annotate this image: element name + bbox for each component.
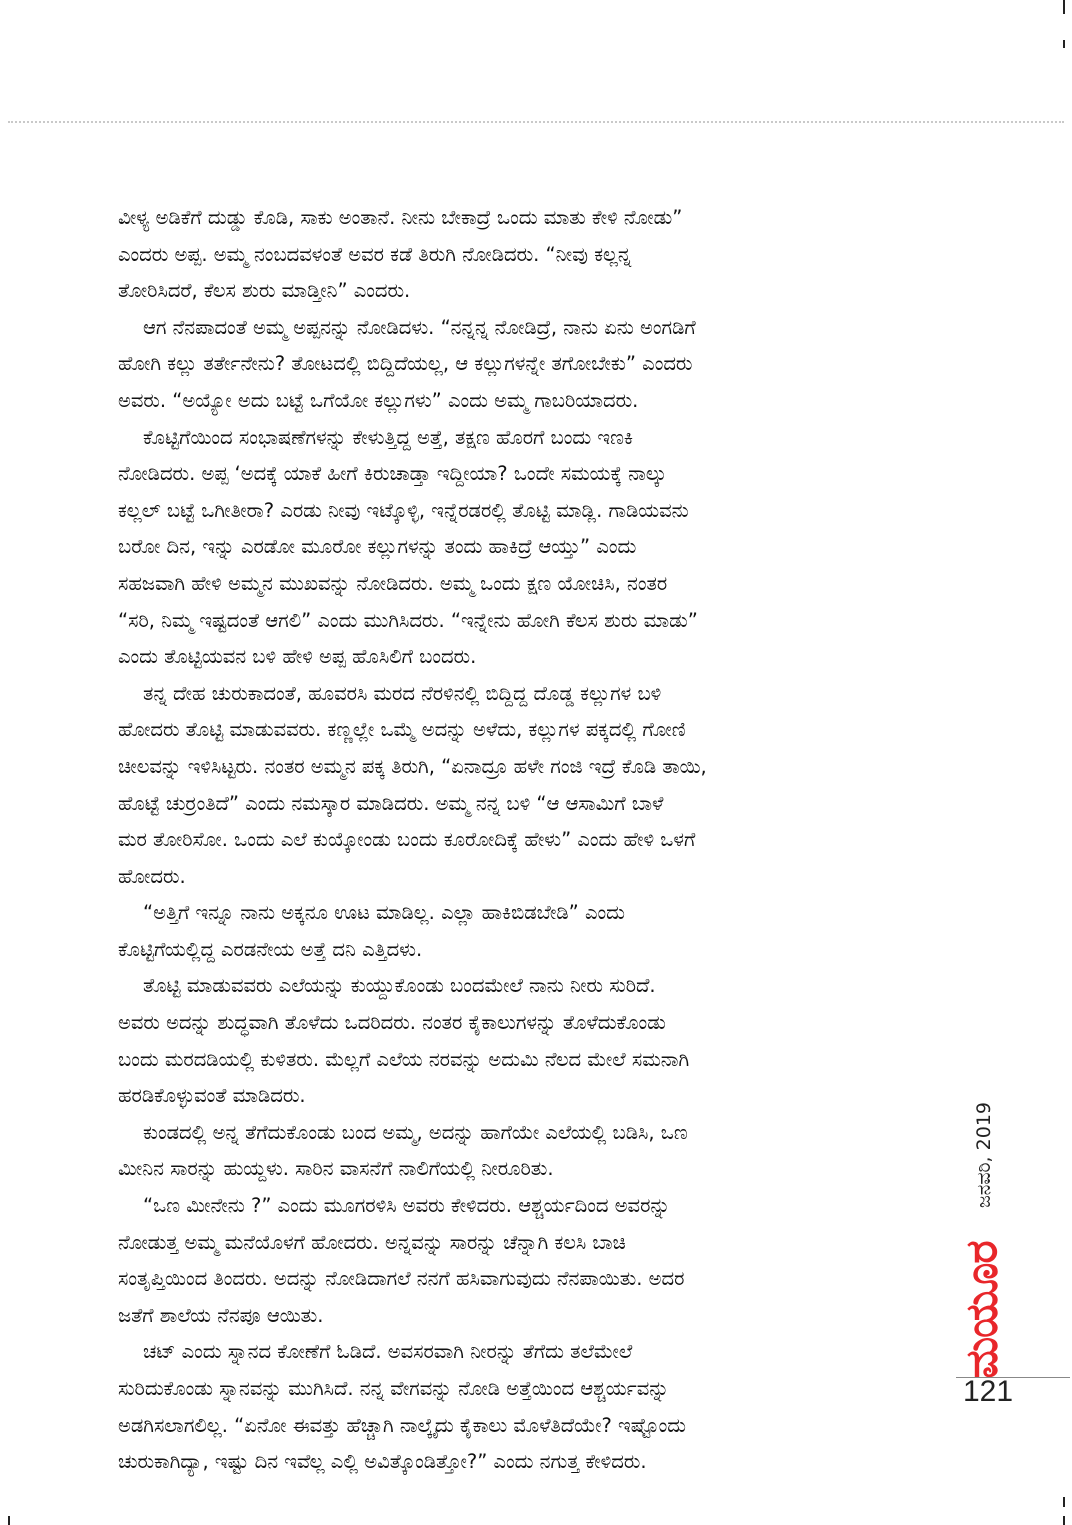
article-line: ಹೋಗಿ ಕಲ್ಲು ತರ್ತೇನೇನು? ತೋಟದಲ್ಲಿ ಬಿದ್ದಿದೆಯಲ್ಲ, ಆ ಕಲ್ಲುಗಳನ್ನೇ ತಗೋಬೇಕು” ಎಂದರು [118, 352, 693, 376]
article-line: ಅಡಗಿಸಲಾಗಲಿಲ್ಲ. “ಏನೋ ಈವತ್ತು ಹೆಚ್ಚಾಗಿ ನಾಲ್ಕೈದು ಕೈಕಾಲು ಮೊಳೆತಿದೆಯೇ? ಇಷ್ಟೊಂದು [118, 1413, 687, 1437]
article-line: ಮೀನಿನ ಸಾರನ್ನು ಹುಯ್ದಳು. ಸಾರಿನ ವಾಸನೆಗೆ ನಾಲಿಗೆಯಲ್ಲಿ ನೀರೂರಿತು. [118, 1157, 554, 1181]
crop-mark [1063, 40, 1065, 48]
article-line: ಜತೆಗೆ ಶಾಲೆಯ ನೆನಪೂ ಆಯಿತು. [118, 1303, 324, 1327]
article-line: ಹೋದರು. [118, 864, 186, 888]
article-line: ತನ್ನ ದೇಹ ಚುರುಕಾದಂತೆ, ಹೂವರಸಿ ಮರದ ನೆರಳಿನಲ್ಲಿ ಬಿದ್ದಿದ್ದ ದೊಡ್ಡ ಕಲ್ಲುಗಳ ಬಳಿ [143, 681, 662, 705]
article-line: ನೋಡುತ್ತ ಅಮ್ಮ ಮನೆಯೊಳಗೆ ಹೋದರು. ಅನ್ನವನ್ನು ಸಾರನ್ನು ಚೆನ್ನಾಗಿ ಕಲಸಿ ಬಾಚಿ [118, 1230, 626, 1254]
article-line: ತೋರಿಸಿದರೆ, ಕೆಲಸ ಶುರು ಮಾಡ್ತೀನಿ” ಎಂದರು. [118, 279, 411, 303]
article-line: ಕಲ್ಲಲ್ ಬಟ್ಟೆ ಒಗೀತೀರಾ? ಎರಡು ನೀವು ಇಟ್ಕೊಳ್ಳಿ, ಇನ್ನೆರಡರಲ್ಲಿ ತೊಟ್ಟಿ ಮಾಡ್ಲಿ. ಗಾಡಿಯವನು [118, 498, 689, 522]
article-line: ವೀಳ್ಯ ಅಡಿಕೆಗೆ ದುಡ್ಡು ಕೊಡಿ, ಸಾಕು ಅಂತಾನೆ. ನೀನು ಬೇಕಾದ್ರೆ ಒಂದು ಮಾತು ಕೇಳಿ ನೋಡು” [118, 206, 683, 229]
article-body [118, 200, 928, 1481]
article-line: ಕೊಟ್ಟಿಗೆಯಲ್ಲಿದ್ದ ಎರಡನೇಯ ಅತ್ತೆ ದನಿ ಎತ್ತಿದಳು. [118, 937, 423, 961]
article-line: ಹೊಟ್ಟೆ ಚುರ್ರಂತಿದೆ” ಎಂದು ನಮಸ್ಕಾರ ಮಾಡಿದರು. ಅಮ್ಮ ನನ್ನ ಬಳಿ “ಆ ಆಸಾಮಿಗೆ ಬಾಳೆ [118, 791, 664, 815]
article-line: ನೋಡಿದರು. ಅಪ್ಪ ‘ಅದಕ್ಕೆ ಯಾಕೆ ಹೀಗೆ ಕಿರುಚಾಡ್ತಾ ಇದ್ದೀಯಾ? ಒಂದೇ ಸಮಯಕ್ಕೆ ನಾಲ್ಕು [118, 462, 667, 486]
article-line: ಬರೋ ದಿನ, ಇನ್ನು ಎರಡೋ ಮೂರೋ ಕಲ್ಲುಗಳನ್ನು ತಂದು ಹಾಕಿದ್ರೆ ಆಯ್ತು” ಎಂದು [118, 535, 637, 559]
article-line: ಬಂದು ಮರದಡಿಯಲ್ಲಿ ಕುಳಿತರು. ಮೆಲ್ಲಗೆ ಎಲೆಯ ನರವನ್ನು ಅದುಮಿ ನೆಲದ ಮೇಲೆ ಸಮನಾಗಿ [118, 1047, 690, 1071]
article-line: ಸಂತೃಪ್ತಿಯಿಂದ ತಿಂದರು. ಅದನ್ನು ನೋಡಿದಾಗಲೆ ನನಗೆ ಹಸಿವಾಗುವುದು ನೆನಪಾಯಿತು. ಅದರ [118, 1267, 685, 1291]
article-line: ಚೀಲವನ್ನು ಇಳಿಸಿಟ್ಟರು. ನಂತರ ಅಮ್ಮನ ಪಕ್ಕ ತಿರುಗಿ, “ಏನಾದ್ರೂ ಹಳೇ ಗಂಜಿ ಇದ್ರೆ ಕೊಡಿ ತಾಯಿ, [118, 754, 707, 778]
article-line: ಸುರಿದುಕೊಂಡು ಸ್ನಾನವನ್ನು ಮುಗಿಸಿದೆ. ನನ್ನ ವೇಗವನ್ನು ನೋಡಿ ಅತ್ತೆಯಿಂದ ಆಶ್ಚರ್ಯವನ್ನು [118, 1377, 669, 1400]
article-line: ಹರಡಿಕೊಳ್ಳುವಂತೆ ಮಾಡಿದರು. [118, 1084, 306, 1108]
crop-mark [1063, 0, 1065, 14]
article-line: “ಸರಿ, ನಿಮ್ಮ ಇಷ್ಟದಂತೆ ಆಗಲಿ” ಎಂದು ಮುಗಿಸಿದರು. “ಇನ್ನೇನು ಹೋಗಿ ಕೆಲಸ ಶುರು ಮಾಡು” [118, 608, 698, 632]
article-line: ಹೋದರು ತೊಟ್ಟಿ ಮಾಡುವವರು. ಕಣ್ಣಲ್ಲೇ ಒಮ್ಮೆ ಅದನ್ನು ಅಳೆದು, ಕಲ್ಲುಗಳ ಪಕ್ಕದಲ್ಲಿ ಗೋಣಿ [118, 718, 686, 742]
article-line: ಚಟ್ ಎಂದು ಸ್ನಾನದ ಕೋಣೆಗೆ ಓಡಿದೆ. ಅವಸರವಾಗಿ ನೀರನ್ನು ತೆಗೆದು ತಲೆಮೇಲೆ [143, 1340, 633, 1364]
article-line: ಎಂದು ತೊಟ್ಟಿಯವನ ಬಳಿ ಹೇಳಿ ಅಪ್ಪ ಹೊಸಿಲಿಗೆ ಬಂದರು. [118, 645, 477, 669]
issue-date [964, 1070, 1004, 1240]
crop-mark [1063, 1497, 1065, 1507]
article-line: “ಅತ್ತಿಗೆ ಇನ್ನೂ ನಾನು ಅಕ್ಕನೂ ಊಟ ಮಾಡಿಲ್ಲ. ಎಲ್ಲಾ ಹಾಕಿಬಿಡಬೇಡಿ” ಎಂದು [143, 901, 625, 925]
article-line: ಕೊಟ್ಟಿಗೆಯಿಂದ ಸಂಭಾಷಣೆಗಳನ್ನು ಕೇಳುತ್ತಿದ್ದ ಅತ್ತೆ, ತಕ್ಷಣ ಹೊರಗೆ ಬಂದು ಇಣಕಿ [143, 425, 634, 449]
magazine-logo-text: ಮಯೂರ [956, 1241, 1008, 1379]
article-line: ಅವರು ಅದನ್ನು ಶುದ್ಧವಾಗಿ ತೊಳೆದು ಒದರಿದರು. ನಂತರ ಕೈಕಾಲುಗಳನ್ನು ತೊಳೆದುಕೊಂಡು [118, 1011, 666, 1035]
issue-date-text: ಜನವರಿ, 2019 [973, 1102, 995, 1208]
article-line: ಅವರು. “ಅಯ್ಯೋ ಅದು ಬಟ್ಟೆ ಒಗೆಯೋ ಕಲ್ಲುಗಳು” ಎಂದು ಅಮ್ಮ ಗಾಬರಿಯಾದರು. [118, 388, 639, 412]
article-line: “ಒಣ ಮೀನೇನು ?” ಎಂದು ಮೂಗರಳಿಸಿ ಅವರು ಕೇಳಿದರು. ಆಶ್ಚರ್ಯದಿಂದ ಅವರನ್ನು [143, 1194, 671, 1218]
article-line: ಎಂದರು ಅಪ್ಪ. ಅಮ್ಮ ನಂಬದವಳಂತೆ ಅವರ ಕಡೆ ತಿರುಗಿ ನೋಡಿದರು. “ನೀವು ಕಲ್ಲನ್ನ [118, 242, 632, 266]
article-line: ಆಗ ನೆನಪಾದಂತೆ ಅಮ್ಮ ಅಪ್ಪನನ್ನು ನೋಡಿದಳು. “ನನ್ನನ್ನ ನೋಡಿದ್ರೆ, ನಾನು ಏನು ಅಂಗಡಿಗೆ [143, 315, 696, 339]
magazine-logo [952, 1241, 1012, 1379]
article-line: ಕುಂಡದಲ್ಲಿ ಅನ್ನ ತೆಗೆದುಕೊಂಡು ಬಂದ ಅಮ್ಮ, ಅದನ್ನು ಹಾಗೆಯೇ ಎಲೆಯಲ್ಲಿ ಬಡಿಸಿ, ಒಣ [143, 1120, 688, 1144]
article-line: ಚುರುಕಾಗಿದ್ಯಾ, ಇಷ್ಟು ದಿನ ಇವೆಲ್ಲ ಎಲ್ಲಿ ಅವಿತ್ಕೊಂಡಿತ್ತೋ?” ಎಂದು ನಗುತ್ತ ಕೇಳಿದರು. [118, 1450, 647, 1474]
article-line: ಸಹಜವಾಗಿ ಹೇಳಿ ಅಮ್ಮನ ಮುಖವನ್ನು ನೋಡಿದರು. ಅಮ್ಮ ಒಂದು ಕ್ಷಣ ಯೋಚಿಸಿ, ನಂತರ [118, 571, 668, 595]
article-line: ತೊಟ್ಟಿ ಮಾಡುವವರು ಎಲೆಯನ್ನು ಕುಯ್ದುಕೊಂಡು ಬಂದಮೇಲೆ ನಾನು ನೀರು ಸುರಿದೆ. [143, 974, 656, 998]
page-number: 121 [963, 1375, 1014, 1408]
header-dotted-rule [8, 121, 1064, 123]
crop-mark [1063, 1516, 1065, 1525]
crop-mark [8, 1516, 10, 1525]
article-line: ಮರ ತೋರಿಸೋ. ಒಂದು ಎಲೆ ಕುಯ್ಕೋಂಡು ಬಂದು ಕೂರೋದಿಕ್ಕೆ ಹೇಳು” ಎಂದು ಹೇಳಿ ಒಳಗೆ [118, 828, 696, 852]
